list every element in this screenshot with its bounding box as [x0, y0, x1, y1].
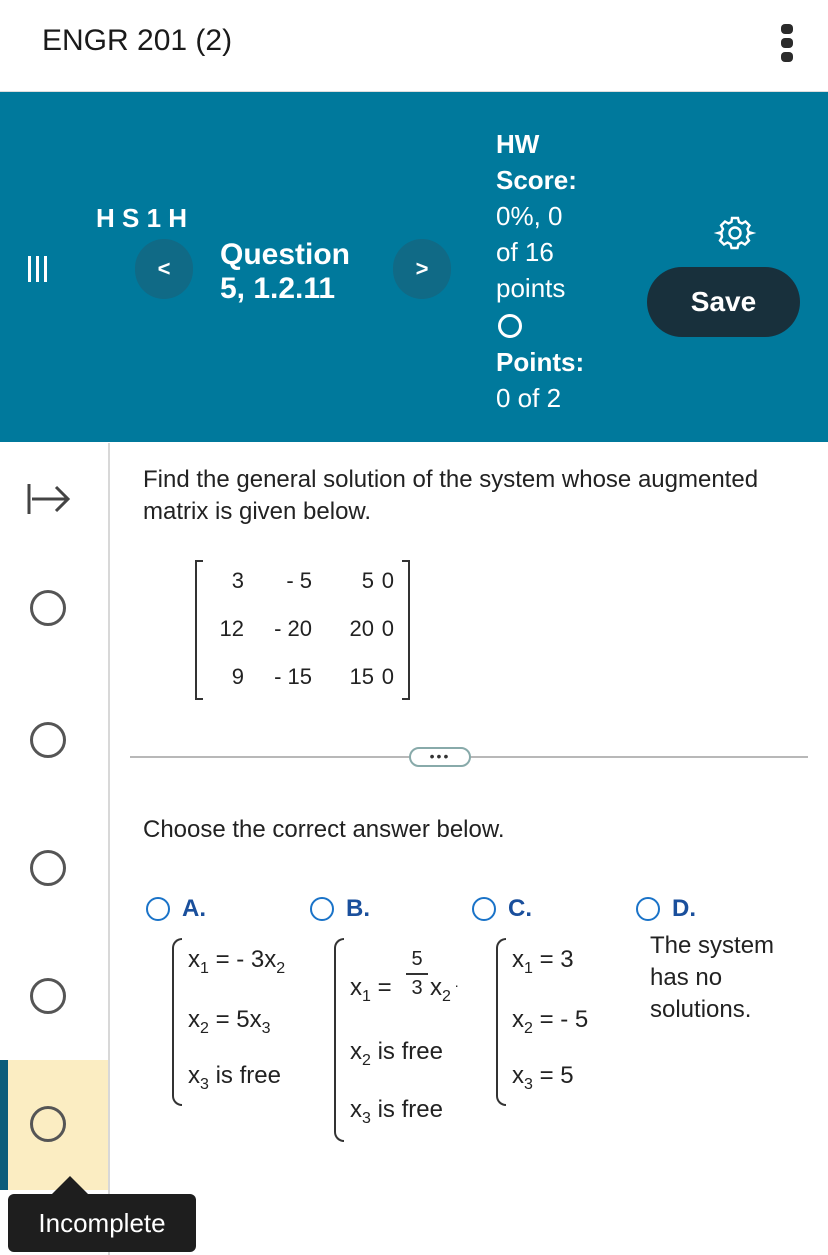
- augmented-matrix: [195, 560, 410, 700]
- eq-rhs: = 3: [532, 946, 574, 973]
- hw-label: HW: [496, 129, 540, 159]
- option-d-text[interactable]: The system has no solutions.: [650, 932, 775, 1023]
- var-subscript: 1: [524, 960, 533, 977]
- question-status-dot[interactable]: [30, 978, 66, 1014]
- option-c-radio[interactable]: [472, 897, 496, 921]
- var: x: [188, 1062, 200, 1089]
- matrix-row: [195, 664, 410, 694]
- var-subscript: 2: [276, 960, 286, 977]
- var: x: [188, 946, 200, 973]
- option-a[interactable]: [146, 895, 206, 923]
- current-question-dot[interactable]: [30, 1106, 66, 1142]
- var: x: [512, 1006, 524, 1033]
- option-b-radio[interactable]: [310, 897, 334, 921]
- question-title: [220, 238, 370, 306]
- score-value-line1: 0%, 0: [496, 201, 563, 231]
- option-d-letter: D.: [672, 895, 696, 922]
- eq-rhs: = - 3x: [208, 946, 277, 973]
- var-subscript: 3: [362, 1110, 371, 1127]
- save-button[interactable]: Save: [647, 267, 800, 337]
- eq-rhs: = 5x: [208, 1006, 262, 1033]
- question-title-text: Question 5, 1.2.11: [220, 238, 351, 305]
- option-b-brace: [334, 938, 344, 1142]
- next-question-button[interactable]: >: [393, 239, 451, 299]
- option-b-letter: B.: [346, 895, 370, 922]
- option-b-eq3[interactable]: [350, 1096, 443, 1128]
- option-b-eq2[interactable]: [350, 1038, 443, 1070]
- option-c[interactable]: [472, 895, 532, 923]
- matrix-cell: - 5: [286, 568, 312, 593]
- question-prompt: Find the general solution of the system whose augmented matrix is given below.: [143, 466, 759, 525]
- fraction-bar: [406, 973, 428, 975]
- option-d[interactable]: [636, 895, 696, 923]
- question-status-dot[interactable]: [30, 722, 66, 758]
- var-subscript: 3: [200, 1076, 209, 1093]
- var-subscript: 1: [200, 960, 209, 977]
- tooltip-arrow: [52, 1176, 88, 1194]
- option-a-letter: A.: [182, 895, 206, 922]
- var: x: [350, 1038, 362, 1065]
- eq-rhs: = - 5: [532, 1006, 589, 1033]
- progress-ring-icon: [498, 314, 522, 338]
- matrix-cell: 5: [361, 568, 374, 593]
- question-status-dot[interactable]: [30, 850, 66, 886]
- more-options-icon[interactable]: [778, 24, 796, 68]
- matrix-cell: 0: [381, 616, 394, 641]
- var: x: [512, 1062, 524, 1089]
- score-value-line3: points: [496, 273, 566, 303]
- eq-rhs: = 5: [532, 1062, 574, 1089]
- matrix-cell: - 20: [274, 616, 312, 641]
- question-header: [0, 92, 828, 442]
- active-question-bar: [0, 1060, 8, 1190]
- option-b-eq1[interactable]: [350, 974, 392, 1006]
- points-label: Points:: [496, 347, 585, 377]
- option-a-radio[interactable]: [146, 897, 170, 921]
- var-subscript: 3: [524, 1076, 533, 1093]
- truncated-assignment-title: H S 1 H: [96, 203, 188, 233]
- option-d-radio[interactable]: [636, 897, 660, 921]
- option-c-letter: C.: [508, 895, 532, 922]
- expand-more-button[interactable]: •••: [409, 747, 471, 767]
- option-a-eq1[interactable]: [188, 946, 285, 978]
- var-subscript: 1: [362, 988, 371, 1005]
- option-c-eq3[interactable]: [512, 1062, 574, 1094]
- fraction-numerator: 5: [411, 948, 423, 970]
- top-bar: [0, 0, 828, 92]
- matrix-cell: 3: [231, 568, 244, 593]
- choose-instruction: Choose the correct answer below.: [143, 816, 505, 843]
- matrix-cell: - 15: [274, 664, 312, 689]
- option-b-fraction: [406, 948, 428, 1000]
- var-subscript: 2: [524, 1020, 533, 1037]
- score-panel: [496, 126, 584, 416]
- var-subscript: 2: [200, 1020, 209, 1037]
- option-c-brace: [496, 938, 506, 1106]
- points-value: 0 of 2: [496, 383, 562, 413]
- var: x: [350, 1096, 362, 1123]
- option-c-eq2[interactable]: [512, 1006, 588, 1038]
- var: x: [512, 946, 524, 973]
- question-status-dot[interactable]: [30, 590, 66, 626]
- var: x: [188, 1006, 200, 1033]
- previous-question-button[interactable]: <: [135, 239, 193, 299]
- matrix-row: [195, 616, 410, 646]
- matrix-cell: 15: [349, 664, 374, 689]
- var-subscript: 2: [362, 1052, 371, 1069]
- eq-tail: .: [450, 974, 459, 990]
- var-subscript: 2: [442, 988, 451, 1005]
- menu-icon[interactable]: [28, 256, 52, 287]
- eq-rhs: is free: [370, 1038, 443, 1065]
- expand-panel-icon[interactable]: [26, 482, 72, 516]
- matrix-row: [195, 568, 410, 598]
- matrix-cell: 0: [381, 664, 394, 689]
- gear-icon[interactable]: [718, 216, 752, 250]
- course-title: ENGR 201 (2): [42, 24, 233, 57]
- var: x: [350, 974, 362, 1001]
- score-value-line2: of 16: [496, 237, 554, 267]
- option-b-eq1-rhs: [430, 974, 459, 1006]
- option-a-eq2[interactable]: [188, 1006, 271, 1038]
- option-a-eq3[interactable]: [188, 1062, 281, 1094]
- score-label: Score:: [496, 165, 577, 195]
- status-tooltip: Incomplete: [8, 1194, 196, 1252]
- eq-sign: =: [370, 974, 392, 1001]
- matrix-cell: 20: [349, 616, 374, 641]
- matrix-cell: 12: [219, 616, 244, 641]
- fraction-denominator: 3: [411, 977, 423, 999]
- eq-rhs: is free: [208, 1062, 281, 1089]
- option-c-eq1[interactable]: [512, 946, 574, 978]
- matrix-cell: 9: [231, 664, 244, 689]
- option-a-brace: [172, 938, 182, 1106]
- eq-rhs: is free: [370, 1096, 443, 1123]
- var: x: [430, 974, 442, 1001]
- var-subscript: 3: [261, 1020, 271, 1037]
- matrix-cell: 0: [381, 568, 394, 593]
- option-b[interactable]: [310, 895, 370, 923]
